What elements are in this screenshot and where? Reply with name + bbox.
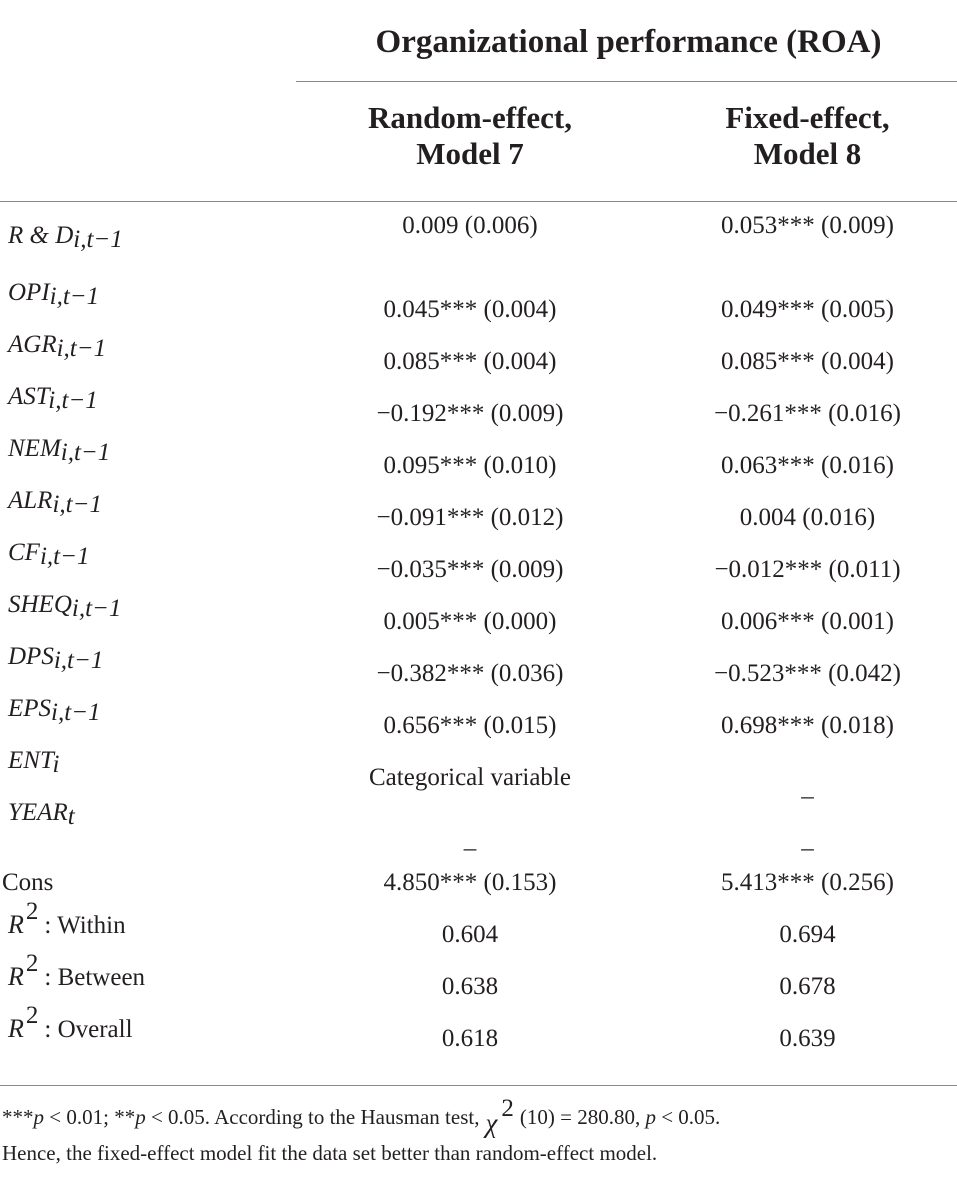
model7-header [300,100,640,172]
row-label-ent: $ENT_i$ [8,747,60,778]
cell-m8-r2-between: 0.678 [779,973,836,1000]
model7-header-line1: Random-effect, [367,100,572,135]
cell-m7-cons: 4.850*** (0.153) [383,869,557,896]
cell-m7-rd: 0.009 (0.006) [402,212,538,239]
cell-m8-ent: _ [801,774,814,801]
cell-m8-nem: 0.063*** (0.016) [721,452,894,479]
cell-m7-r2-between: 0.638 [441,973,499,1000]
cell-m7-agr: 0.085*** (0.004) [383,348,557,375]
cell-m7-r2-within: 0.604 [441,921,499,948]
row-label-alr: $ALR_{i,t-1}$ [8,487,102,518]
row-label-nem: $NEM_{i,t-1}$ [8,435,111,466]
row-label-sheq: $SHEQ_{i,t-1}$ [8,591,122,622]
cell-m8-rd: 0.053*** (0.009) [721,212,894,239]
cell-m7-eps: 0.656*** (0.015) [383,712,557,739]
row-label-dps: $DPS_{i,t-1}$ [8,643,104,674]
cell-m8-ast: −0.261*** (0.016) [714,400,901,427]
cell-m7-dps: −0.382*** (0.036) [376,660,564,687]
model8-header [640,100,957,172]
row-label-ast: $AST_{i,t-1}$ [8,383,98,414]
cell-m8-cons: 5.413*** (0.256) [721,869,894,896]
row-label-rd: R & $D_{i,t-1}$ [8,222,123,253]
cell-m7-r2-overall: 0.618 [441,1025,499,1052]
cell-m8-r2-overall: 0.639 [779,1025,836,1052]
cell-m8-eps: 0.698*** (0.018) [721,712,894,739]
cell-m7-ent: Categorical variable [369,764,571,791]
model7-header-line2: Model 7 [416,136,524,171]
cell-m8-sheq: 0.006*** (0.001) [721,608,894,635]
cell-m8-opi: 0.049*** (0.005) [721,296,894,323]
cell-m8-r2-within: 0.694 [779,921,836,948]
footnote-line1: ***p < 0.01; **p < 0.05. According to the Hausman test, χ 2 (10) = 280.80, p < 0.05. [2,1095,721,1138]
cell-m8-agr: 0.085*** (0.004) [721,348,894,375]
cell-m8-cf: −0.012*** (0.011) [714,556,901,583]
group-title: Organizational performance (ROA) [375,24,882,60]
model8-header-line1: Fixed-effect, [725,100,890,135]
row-label-cf: $CF_{i,t-1}$ [8,539,90,570]
row-label-opi: $OPI_{i,t-1}$ [8,279,100,310]
row-label-r2-overall: R2: Overall [8,1002,133,1043]
cell-m7-nem: 0.095*** (0.010) [383,452,557,479]
cell-m7-sheq: 0.005*** (0.000) [383,608,557,635]
cell-m7-alr: −0.091*** (0.012) [376,504,564,531]
row-label-r2-within: R2: Within [8,898,126,939]
cell-m7-ast: −0.192*** (0.009) [376,400,564,427]
model8-header-line2: Model 8 [753,136,862,171]
header-rule [0,201,957,202]
row-label-eps: $EPS_{i,t-1}$ [8,695,101,726]
row-label-year: $YEAR_t$ [8,799,75,830]
chi-symbol: χ [485,1108,498,1138]
cell-m8-dps: −0.523*** (0.042) [714,660,901,687]
cell-m7-cf: −0.035*** (0.009) [376,556,564,583]
cell-m7-opi: 0.045*** (0.004) [383,296,557,323]
row-label-r2-between: R2: Between [8,950,146,991]
cell-m8-alr: 0.004 (0.016) [739,504,876,531]
footer-rule [0,1085,957,1086]
footnote-line2: Hence, the fixed-effect model fit the data set better than random-effect model. [2,1141,658,1165]
row-label-agr: $AGR_{i,t-1}$ [8,331,107,362]
cell-m8-year: _ [801,826,814,853]
row-label-cons: Cons [2,869,54,896]
cell-m7-year: _ [463,826,477,853]
group-rule [296,81,957,82]
